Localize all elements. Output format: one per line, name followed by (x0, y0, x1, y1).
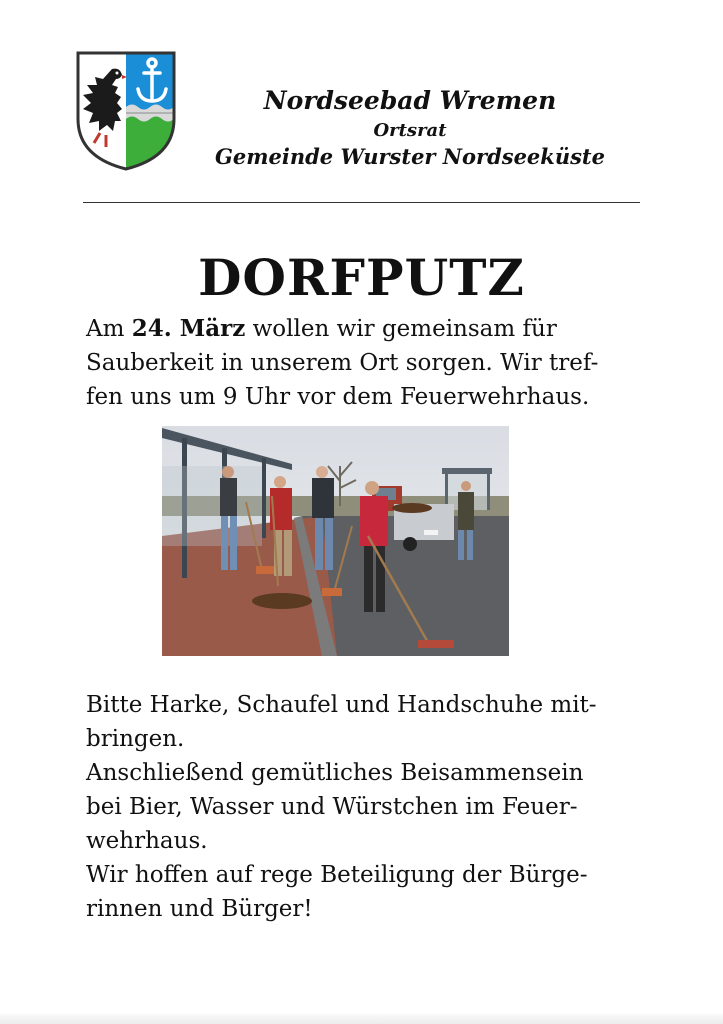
details-line-1: Bitte Harke, Schaufel und Handschuhe mit- (86, 692, 597, 718)
details-line-7: rinnen und Bürger! (86, 896, 313, 922)
coat-of-arms-logo (74, 49, 178, 173)
intro-line-2: Sauberkeit in unserem Ort sorgen. Wir tref- (86, 350, 599, 376)
intro-prefix: Am (86, 316, 132, 342)
details-line-6: Wir hoffen auf rege Beteiligung der Bürge- (86, 862, 588, 888)
cleanup-photo (162, 426, 509, 656)
details-line-2: bringen. (86, 726, 185, 752)
header-title: Nordseebad Wremen (263, 86, 557, 115)
details-line-4: bei Bier, Wasser und Würstchen im Feuer- (86, 794, 578, 820)
page-bottom-edge (0, 1014, 723, 1024)
page-title: DORFPUTZ (198, 248, 525, 307)
intro-line-1 (86, 312, 557, 346)
details-line-5: wehrhaus. (86, 828, 208, 854)
intro-line-3: fen uns um 9 Uhr vor dem Feuerwehrhaus. (86, 384, 590, 410)
details-line-3: Anschließend gemütliches Beisammensein (86, 760, 584, 786)
intro-suffix: wollen wir gemeinsam für (245, 316, 557, 342)
header-divider (83, 202, 640, 203)
header-subtitle: Ortsrat (373, 120, 447, 141)
header-municipality: Gemeinde Wurster Nordseeküste (215, 144, 605, 169)
event-date: 24. März (131, 315, 246, 342)
